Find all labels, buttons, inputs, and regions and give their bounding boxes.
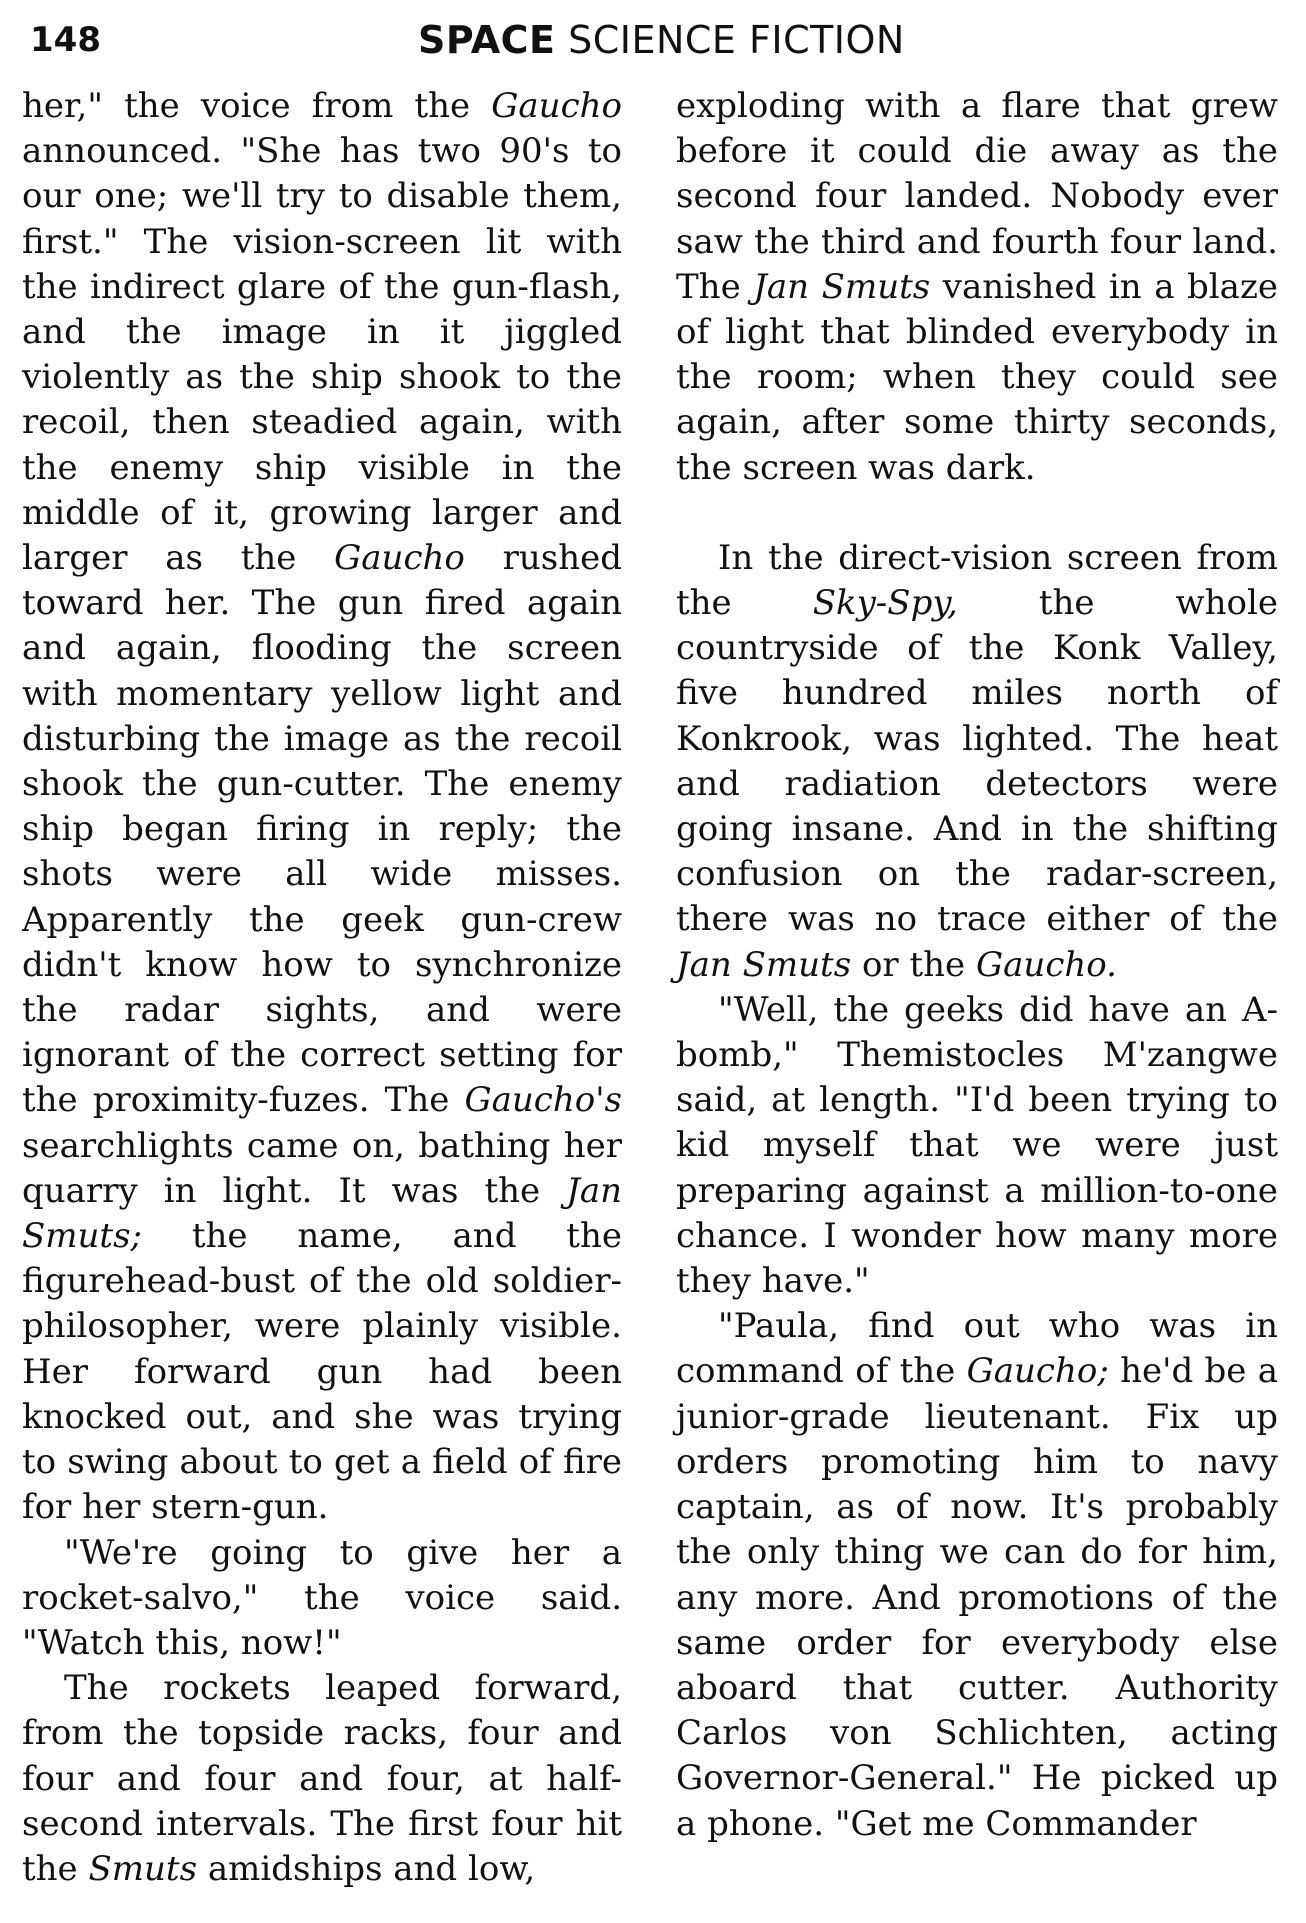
text-run: exploding with a flare that grew before it could die away as the second four landed. Nobody ever saw the third and fourth four land. The: [676, 86, 1278, 307]
text-run: In the direct-vision screen from the: [676, 537, 1278, 624]
italic-run: Gaucho.: [975, 944, 1117, 985]
italic-run: Jan Smuts: [676, 944, 852, 985]
paragraph: "We're going to give her a rocket-salvo," the voice said. "Watch this, now!": [22, 1532, 622, 1663]
text-run: the whole countryside of the Konk Valley, five hundred miles north of Konkrook, was lighted. The heat and radiation detectors were going insane. And in the shifting confusion on the radar-screen, there was no trace either of the: [676, 583, 1278, 940]
text-run: amidships and low,: [197, 1848, 536, 1889]
left-column: [22, 84, 622, 1892]
page-header: [0, 14, 1306, 64]
running-title-rest: SCIENCE FICTION: [555, 18, 905, 62]
italic-run: Gaucho's: [464, 1080, 622, 1121]
paragraph: [22, 84, 622, 1531]
italic-run: Jan Smuts: [753, 266, 931, 307]
italic-run: Sky-Spy,: [812, 583, 958, 624]
text-run: he'd be a junior-grade lieutenant. Fix up orders promoting him to navy captain, as of now. It's probably the only thing we can do for him, any more. And promotions of the same order for everybody else aboard that cutter. Authority Carlos von Schlichten, acting Governor-General." He picked up a phone. "Get me Commander: [676, 1351, 1278, 1844]
paragraph: [676, 84, 1278, 491]
text-run: vanished in a blaze of light that blinded everybody in the room; when they could see again, after some thirty seconds, the screen was dark.: [676, 266, 1278, 488]
text-run: the name, and the figurehead-bust of the old soldier-philosopher, were plainly visible. Her forward gun had been knocked out, and she was trying to swing about to get a field of fire for her stern-gun.: [22, 1216, 622, 1528]
text-run: The rockets leaped forward, from the topside racks, four and four and four and four, at half-second intervals. The first four hit the: [22, 1668, 622, 1889]
italic-run: Gaucho: [334, 538, 465, 579]
text-run: or the: [851, 944, 976, 985]
italic-run: Gaucho;: [966, 1351, 1109, 1392]
italic-run: Gaucho: [491, 86, 622, 126]
italic-run: Jan Smuts;: [22, 1170, 622, 1257]
paragraph: "Well, the geeks did have an A-bomb," Themistocles M'zangwe said, at length. "I'd been trying to kid myself that we were just preparing against a million-to-one chance. I wonder how many more they have.": [676, 989, 1278, 1302]
italic-run: Smuts: [88, 1848, 198, 1889]
text-run: her," the voice from the: [22, 86, 492, 126]
paragraph: [22, 1666, 622, 1892]
text-run: searchlights came on, bathing her quarry in light. It was the: [22, 1125, 622, 1211]
text-run: rushed toward her. The gun fired again and again, flooding the screen with momentary yellow light and disturbing the image as the recoil shook the gun-cutter. The enemy ship began firing in reply; the shots were all wide misses. Apparently the geek gun-crew didn't know how to synchronize the radar sights, and were ignorant of the correct setting for the proximity-fuzes. The: [22, 538, 622, 1121]
text-run: announced. "She has two 90's to our one; we'll try to disable them, first." The vision-screen lit with the indirect glare of the gun-flash, and the image in it jiggled violently as the ship shook to the recoil, then steadied again, with the enemy ship visible in the middle of it, growing larger and larger as the: [22, 131, 622, 579]
paragraph: [676, 1304, 1278, 1846]
text-run: "Paula, find out who was in command of the: [676, 1306, 1278, 1392]
page-number: 148: [30, 20, 101, 60]
paragraph: [676, 536, 1278, 988]
right-column: [676, 84, 1278, 1847]
running-title-bold: SPACE: [418, 18, 556, 62]
running-title: [418, 18, 905, 62]
